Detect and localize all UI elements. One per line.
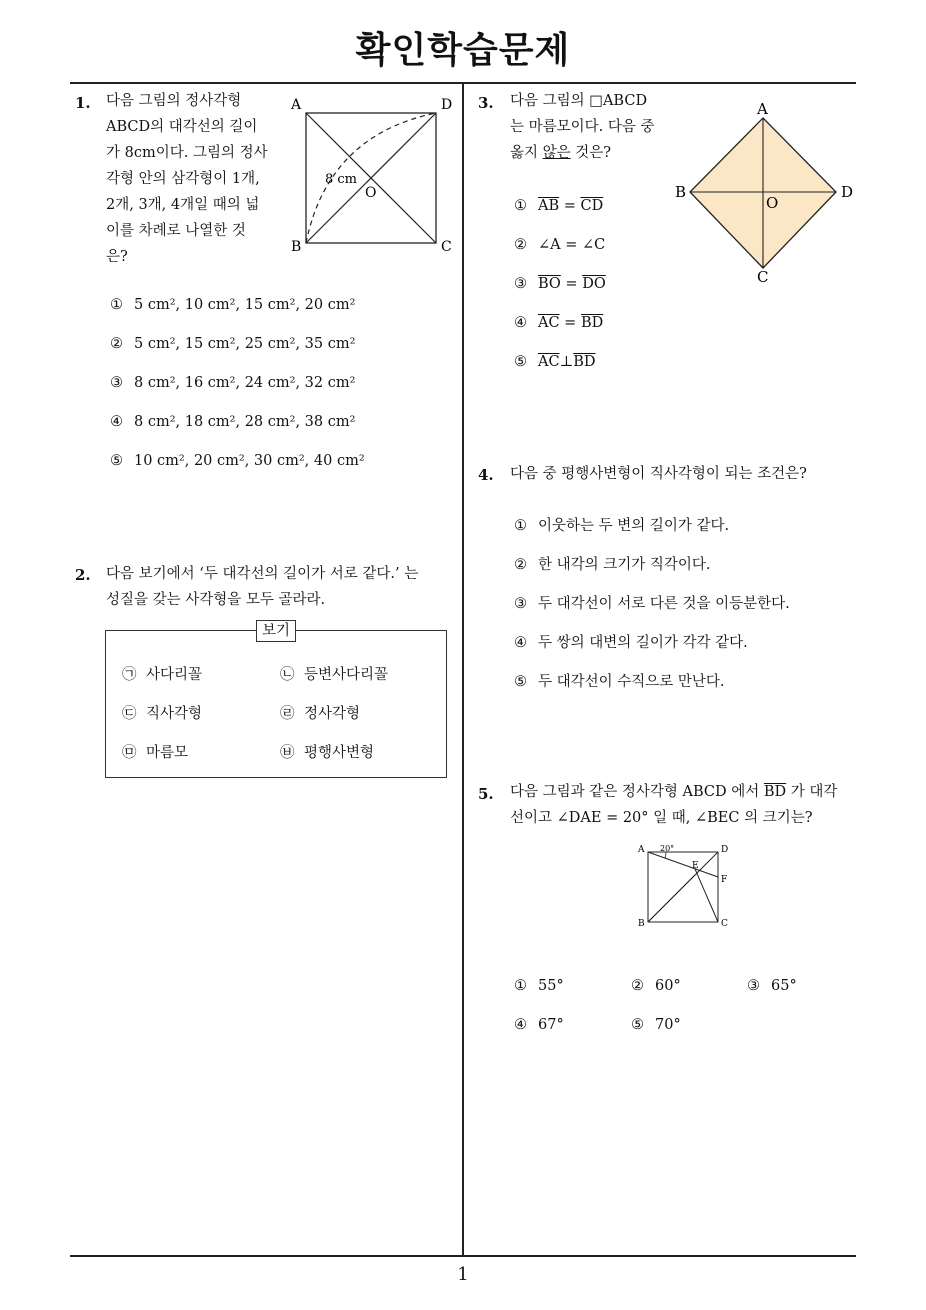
item-mark: ㉢: [122, 706, 137, 722]
text-line: ABCD의 대각선의 길이: [106, 119, 258, 135]
choice-text: 70°: [655, 1017, 681, 1033]
choice-mark: ③: [514, 596, 527, 612]
label-b: B: [638, 919, 645, 929]
question-text: [510, 779, 860, 831]
choice-5[interactable]: [514, 354, 596, 370]
segment: $\overline{CD}$: [580, 198, 604, 214]
choice-text: 8 cm², 16 cm², 24 cm², 32 cm²: [134, 375, 356, 391]
text-line: 다음 그림의 □ABCD: [510, 93, 648, 109]
text-line: 각형 안의 삼각형이 1개,: [106, 171, 260, 187]
label-o: O: [766, 194, 779, 212]
choice-2[interactable]: [631, 978, 681, 994]
text-line: 다음 그림의 정사각형: [106, 93, 242, 109]
segment-af: [648, 852, 718, 877]
operator: ⊥: [559, 354, 574, 370]
item-text: 마름모: [146, 745, 189, 761]
choice-5[interactable]: [631, 1017, 681, 1033]
label-angle: 20°: [660, 844, 675, 853]
label-d: D: [841, 183, 854, 201]
choice-mark: ①: [514, 978, 527, 994]
choice-text: 이웃하는 두 변의 길이가 같다.: [538, 518, 730, 534]
segment: $\overline{BO}$: [538, 276, 561, 292]
label-c: C: [441, 239, 452, 255]
question-text: [510, 88, 660, 166]
item-text: 등변사다리꼴: [304, 667, 389, 683]
choice-3[interactable]: [110, 375, 355, 391]
square-figure: [636, 840, 736, 932]
text-part: 옳지: [510, 145, 543, 161]
segment-ec: [695, 869, 718, 922]
label-c: C: [721, 919, 728, 929]
choice-mark: ②: [110, 336, 123, 352]
item-mark: ㉡: [280, 667, 295, 683]
item-mark: ㉣: [280, 706, 295, 722]
choice-text: 두 대각선이 서로 다른 것을 이등분한다.: [538, 596, 790, 612]
question-number: 4.: [478, 466, 494, 484]
choice-text: 65°: [771, 978, 797, 994]
choice-text: 5 cm², 10 cm², 15 cm², 20 cm²: [134, 297, 356, 313]
item-text: 직사각형: [146, 706, 203, 722]
bogi-item: [280, 663, 388, 684]
choice-mark: ⑤: [514, 354, 527, 370]
bogi-item: [122, 663, 202, 684]
bogi-item: [122, 741, 188, 762]
segment: $\overline{BD}$: [573, 354, 596, 370]
bogi-label: 보기: [256, 620, 296, 642]
page-title: 확인학습문제: [355, 30, 571, 71]
choice-text: 67°: [538, 1017, 564, 1033]
bogi-item: [280, 702, 360, 723]
segment: $\overline{BD}$: [580, 315, 604, 331]
text-line: 선이고 ∠DAE = 20° 일 때, ∠BEC 의 크기는?: [510, 810, 813, 826]
segment: $\overline{AB}$: [538, 198, 560, 214]
label-b: B: [291, 239, 302, 255]
question-number: 1.: [75, 94, 91, 112]
question-text: [106, 88, 278, 270]
item-text: 평행사변형: [304, 745, 375, 761]
choice-mark: ①: [514, 518, 527, 534]
choice-text: 60°: [655, 978, 681, 994]
choice-1[interactable]: [514, 514, 729, 535]
bogi-item: [280, 741, 374, 762]
choice-4[interactable]: [514, 1017, 564, 1033]
choice-mark: ③: [514, 276, 527, 292]
question-number: 2.: [75, 566, 91, 584]
choice-text: 55°: [538, 978, 564, 994]
item-text: 사다리꼴: [146, 667, 203, 683]
choice-mark: ④: [514, 315, 527, 331]
choice-text: ∠A = ∠C: [538, 237, 606, 253]
question-text: 다음 중 평행사변형이 직사각형이 되는 조건은?: [510, 466, 807, 482]
label-a: A: [757, 100, 768, 118]
choice-2[interactable]: [110, 336, 355, 352]
label-f: F: [721, 875, 728, 885]
text-line: 가 8cm이다. 그림의 정사: [106, 145, 268, 161]
segment-be: [648, 875, 695, 922]
choice-mark: ⑤: [514, 674, 527, 690]
choice-3[interactable]: [747, 978, 797, 994]
item-mark: ㉤: [122, 745, 137, 761]
choice-text: 두 쌍의 대변의 길이가 각각 같다.: [538, 635, 748, 651]
choice-2[interactable]: [514, 553, 711, 574]
text-part: 것은?: [570, 145, 612, 161]
choice-3[interactable]: [514, 592, 790, 613]
choice-mark: ③: [110, 375, 123, 391]
text-line: 는 마름모이다. 다음 중: [510, 119, 655, 135]
choice-mark: ①: [514, 198, 527, 214]
choice-5[interactable]: [514, 670, 725, 691]
bogi-item: [122, 702, 202, 723]
label-e: E: [692, 861, 699, 871]
question-text: [106, 561, 456, 613]
segment: $\overline{BD}$: [763, 784, 787, 800]
choice-text: 10 cm², 20 cm², 30 cm², 40 cm²: [134, 453, 365, 469]
choice-mark: ②: [514, 237, 527, 253]
choice-mark: ④: [514, 635, 527, 651]
label-a: A: [291, 97, 302, 113]
choice-mark: ③: [747, 978, 760, 994]
segment: $\overline{AC}$: [538, 315, 560, 331]
operator: =: [559, 315, 581, 331]
choice-mark: ⑤: [110, 453, 123, 469]
choice-mark: ②: [514, 557, 527, 573]
item-text: 정사각형: [304, 706, 361, 722]
label-o: O: [365, 185, 377, 201]
text-line: [510, 140, 660, 166]
text-part: 다음 그림과 같은 정사각형 ABCD 에서: [510, 784, 764, 800]
choice-5[interactable]: [110, 453, 365, 469]
label-a: A: [638, 845, 645, 855]
choice-mark: ④: [514, 1017, 527, 1033]
choice-4[interactable]: [514, 315, 603, 331]
text-line: 은?: [106, 249, 128, 265]
choice-4[interactable]: [110, 414, 355, 430]
choice-text: 한 내각의 크기가 직각이다.: [538, 557, 711, 573]
column-divider: [462, 83, 464, 1256]
text-part: 가 대각: [786, 784, 838, 800]
text-line: [510, 779, 860, 805]
question-number: 5.: [478, 785, 494, 803]
choice-mark: ⑤: [631, 1017, 644, 1033]
choice-1[interactable]: [514, 978, 564, 994]
square-figure: [288, 95, 458, 255]
label-d: D: [441, 97, 453, 113]
choice-mark: ④: [110, 414, 123, 430]
choice-text: 두 대각선이 수직으로 만난다.: [538, 674, 725, 690]
choice-mark: ②: [631, 978, 644, 994]
text-line: 2개, 3개, 4개일 때의 넓: [106, 197, 260, 213]
item-mark: ㉥: [280, 745, 295, 761]
operator: =: [559, 198, 581, 214]
item-mark: ㉠: [122, 667, 137, 683]
choice-3[interactable]: [514, 276, 606, 292]
choice-mark: ①: [110, 297, 123, 313]
page-number: 1: [457, 1264, 469, 1285]
segment: $\overline{DO}$: [582, 276, 606, 292]
choice-1[interactable]: [110, 297, 355, 313]
text-line: 이를 차례로 나열한 것: [106, 223, 246, 239]
label-diag-length: 8 cm: [325, 172, 358, 187]
text-line: 성질을 갖는 사각형을 모두 골라라.: [106, 592, 326, 608]
choice-2[interactable]: [514, 237, 605, 253]
question-number: 3.: [478, 94, 494, 112]
text-line: 다음 보기에서 ‘두 대각선의 길이가 서로 같다.’ 는: [106, 566, 419, 582]
choice-text: 5 cm², 15 cm², 25 cm², 35 cm²: [134, 336, 356, 352]
bottom-rule: [70, 1255, 856, 1257]
label-b: B: [675, 183, 687, 201]
segment: $\overline{AC}$: [538, 354, 560, 370]
choice-4[interactable]: [514, 631, 748, 652]
choice-1[interactable]: [514, 198, 603, 214]
operator: =: [560, 276, 583, 292]
label-d: D: [721, 845, 729, 855]
label-c: C: [757, 268, 769, 286]
choice-text: 8 cm², 18 cm², 28 cm², 38 cm²: [134, 414, 356, 430]
underlined-word: 않은: [542, 145, 571, 161]
rhombus-figure: [668, 96, 858, 288]
